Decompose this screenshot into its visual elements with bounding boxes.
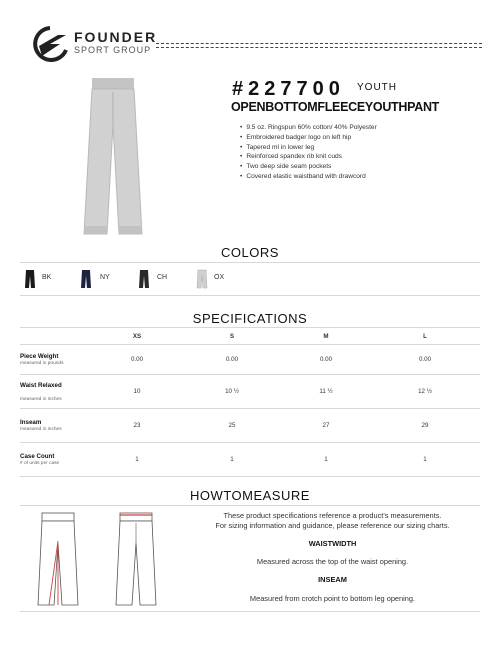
row-label: Waist Relaxed measured in inches [20, 375, 92, 409]
size-header: XS [92, 328, 182, 345]
product-sku: #227700 [232, 78, 345, 100]
color-label-ox: OX [214, 274, 225, 281]
table-cell: 10 ½ [182, 375, 282, 409]
product-name: OPENBOTTOMFLEECEYOUTHPANT [231, 100, 440, 114]
brand-name: FOUNDER [74, 29, 158, 45]
table-row [20, 443, 480, 477]
table-cell: 0.00 [282, 345, 370, 375]
specs-heading: SPECIFICATIONS [192, 311, 308, 326]
table-cell: 1 [282, 443, 370, 477]
header-divider [156, 43, 482, 48]
swatch-ox-icon[interactable] [196, 269, 208, 289]
measure-heading: HOWTOMEASURE [190, 488, 310, 503]
table-cell: 1 [370, 443, 480, 477]
inseam-diagram-icon [114, 511, 158, 607]
measure-text [180, 511, 485, 604]
table-row [20, 345, 480, 375]
size-header: L [370, 328, 480, 345]
table-cell: 0.00 [92, 345, 182, 375]
waist-title: WAISTWIDTH [308, 539, 357, 548]
waist-desc: Measured across the top of the waist opening. [256, 557, 409, 566]
product-image [78, 76, 148, 236]
feature-item: • Two deep side seam pockets [240, 162, 377, 172]
row-label: Case Count # of units per case [20, 443, 92, 477]
swatch-ny-icon[interactable] [80, 269, 92, 289]
table-row [20, 375, 480, 409]
feature-item: • 9.5 oz. Ringspun 60% cotton/ 40% Polyester [240, 123, 377, 133]
table-cell: 1 [182, 443, 282, 477]
swatch-bk-icon[interactable] [24, 269, 36, 289]
table-row [20, 409, 480, 443]
size-header-blank [20, 328, 92, 345]
swatch-ch-icon[interactable] [138, 269, 150, 289]
feature-item: • Tapered ml in lower leg [240, 143, 377, 153]
table-cell: 0.00 [182, 345, 282, 375]
measure-intro-1: These product specifications reference a product's measurements. [223, 511, 442, 520]
inseam-desc: Measured from crotch point to bottom leg opening. [249, 594, 416, 603]
table-cell: 12 ½ [370, 375, 480, 409]
size-header: S [182, 328, 282, 345]
table-cell: 10 [92, 375, 182, 409]
feature-item: • Reinforced spandex rib knit cuds [240, 152, 377, 162]
feature-item: • Covered elastic waistband with drawcord [240, 172, 377, 182]
brand-tagline: SPORT GROUP [74, 45, 152, 55]
founder-logo-icon [30, 26, 70, 62]
table-cell: 27 [282, 409, 370, 443]
table-cell: 0.00 [370, 345, 480, 375]
table-cell: 11 ½ [282, 375, 370, 409]
feature-item: • Embroidered badger logo on left hip [240, 133, 377, 143]
product-tag: YOUTH [357, 82, 397, 93]
table-cell: 1 [92, 443, 182, 477]
measure-intro-2: For sizing information and guidance, please reference our sizing charts. [215, 521, 450, 530]
color-label-ch: CH [157, 274, 168, 281]
row-label: Inseam measured in inches [20, 409, 92, 443]
color-label-ny: NY [100, 274, 110, 281]
feature-list [240, 123, 377, 182]
table-cell: 25 [182, 409, 282, 443]
table-cell: 23 [92, 409, 182, 443]
specs-table [20, 327, 480, 477]
color-label-bk: BK [42, 274, 52, 281]
colors-heading: COLORS [221, 245, 279, 260]
size-header: M [282, 328, 370, 345]
inseam-title: INSEAM [318, 575, 347, 584]
row-label: Piece Weight measured in pounds [20, 345, 92, 375]
waist-diagram-icon [36, 511, 80, 607]
table-cell: 29 [370, 409, 480, 443]
